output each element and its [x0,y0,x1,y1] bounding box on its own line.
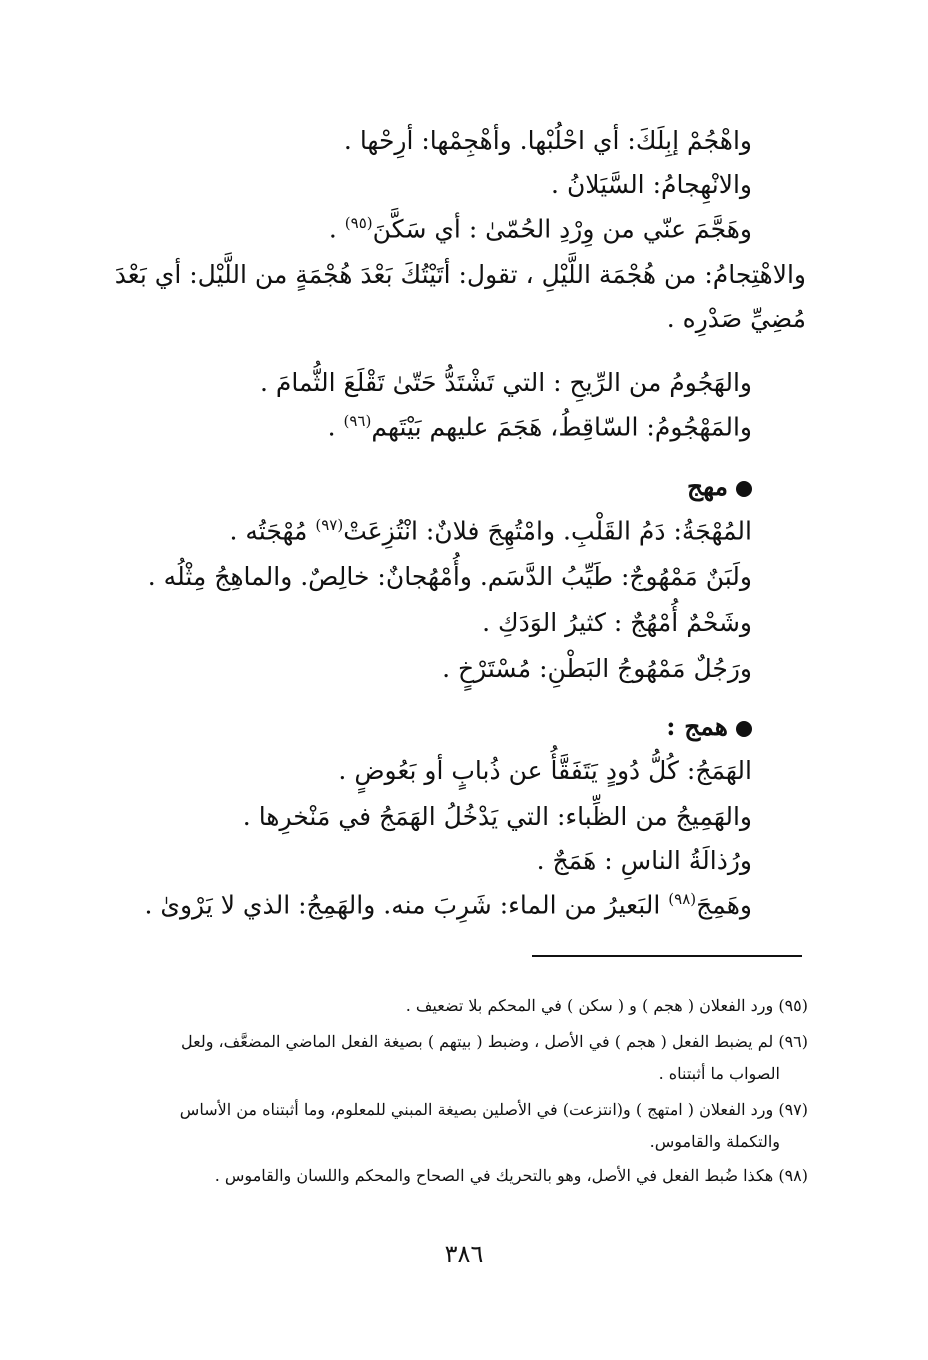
entry-line [144,890,752,920]
entry-text: وهَمِجَ [696,890,752,920]
entry-line: ولَبَنٌ مَمْهُوجٌ: طَيِّبُ الدَّسَم. وأُمْهُجانٌ: خالِصٌ. والماهِجُ مِثْلُه . [147,562,752,591]
entry-line: وشَحْمٌ أُمْهُجٌ : كثيرُ الوَدَكِ . [482,608,752,637]
entry-line: والانْهِجامُ: السَّيَلانُ . [551,170,752,199]
entry-line: واهْجُمْ إبِلَكَ: أي احْلُبْها. وأهْجِمْها: أرِحْها . [343,126,752,155]
bullet-icon [736,481,752,497]
footnote: (٩٨) هكذا ضُبط الفعل في الأصل، وهو بالتحريك في الصحاح والمحكم واللسان والقاموس . [214,1166,808,1185]
entry-line [327,412,752,442]
footnote-continuation: الصواب ما أثبتناه . [658,1064,780,1083]
footnote: (٩٦) لم يضبط الفعل ( هجم ) في الأصل ، وضبط ( بيتهم ) بصيغة الفعل الماضي المضعَّف، ولعل [180,1032,808,1051]
entry-line: الهَمَجُ: كُلُّ دُودٍ يَتَفَقَّأُ عن ذُبابٍ أو بَعُوضٍ . [338,756,752,785]
footnote: (٩٥) ورد الفعلان ( هجم ) و ( سكن ) في المحكم بلا تضعيف . [405,996,808,1015]
entry-text: البَعيرُ من الماء: شَرِبَ منه. والهَمِجُ: الذي لا يَرْوىٰ . [144,890,661,920]
root-heading-hmj [666,714,752,739]
entry-line: ورُذالَةُ الناسِ : هَمَجٌ . [536,846,752,875]
footnote-ref: (٩٧) [315,516,344,534]
footnote-ref: (٩٨) [668,890,697,908]
entry-line: والاهْتِجامُ: من هُجْمَة اللَّيْلِ ، تقول: أتَيْتُكَ بَعْدَ هُجْمَةٍ من اللَّيْل: أي بَعْدَ [114,260,806,289]
footnote-separator [532,955,802,957]
entry-text: . [327,412,344,442]
bullet-icon [736,721,752,737]
entry-line: والهَجُومُ من الرِّيحِ : التي تَشْتَدُّ حَتّىٰ تَقْلَعَ الثُّمامَ . [259,368,752,397]
entry-text: مُهْجَتُه . [229,516,316,546]
footnote-ref: (٩٦) [343,412,372,430]
heading-text: همج : [666,712,728,741]
root-heading-mhj [687,474,752,499]
page-number: ٣٨٦ [444,1240,484,1268]
entry-text: . [328,214,345,244]
entry-line: ورَجُلٌ مَمْهُوجُ البَطْنِ: مُسْتَرْخٍ . [442,654,752,683]
entry-text: المُهْجَةُ: دَمُ القَلْبِ. وامْتُهِجَ فلانٌ: انْتُزِعَتْ [343,516,752,546]
entry-line: والهَمِيجُ من الظِّباء: التي يَدْخُلُ الهَمَجُ في مَنْخرِها . [242,802,752,831]
footnote: (٩٧) ورد الفعلان ( امتهج ) و(انتزعت) في الأصلين بصيغة المبني للمعلوم، وما أثبتناه من الأساس [179,1100,808,1119]
entry-line: مُضِيِّ صَدْرِه . [666,304,806,333]
entry-text: والمَهْجُومُ: السّاقِطُ، هَجَمَ عليهم بَيْتَهم [371,412,752,442]
footnote-continuation: والتكملة والقاموس. [649,1132,780,1151]
entry-line [229,516,753,546]
footnote-ref: (٩٥) [344,214,373,232]
entry-line [328,214,752,244]
heading-text: مهج [686,472,728,501]
entry-text: وهَجَّمَ عنّي من وِرْدِ الحُمّىٰ : أي سَكَّنَ [372,214,752,244]
